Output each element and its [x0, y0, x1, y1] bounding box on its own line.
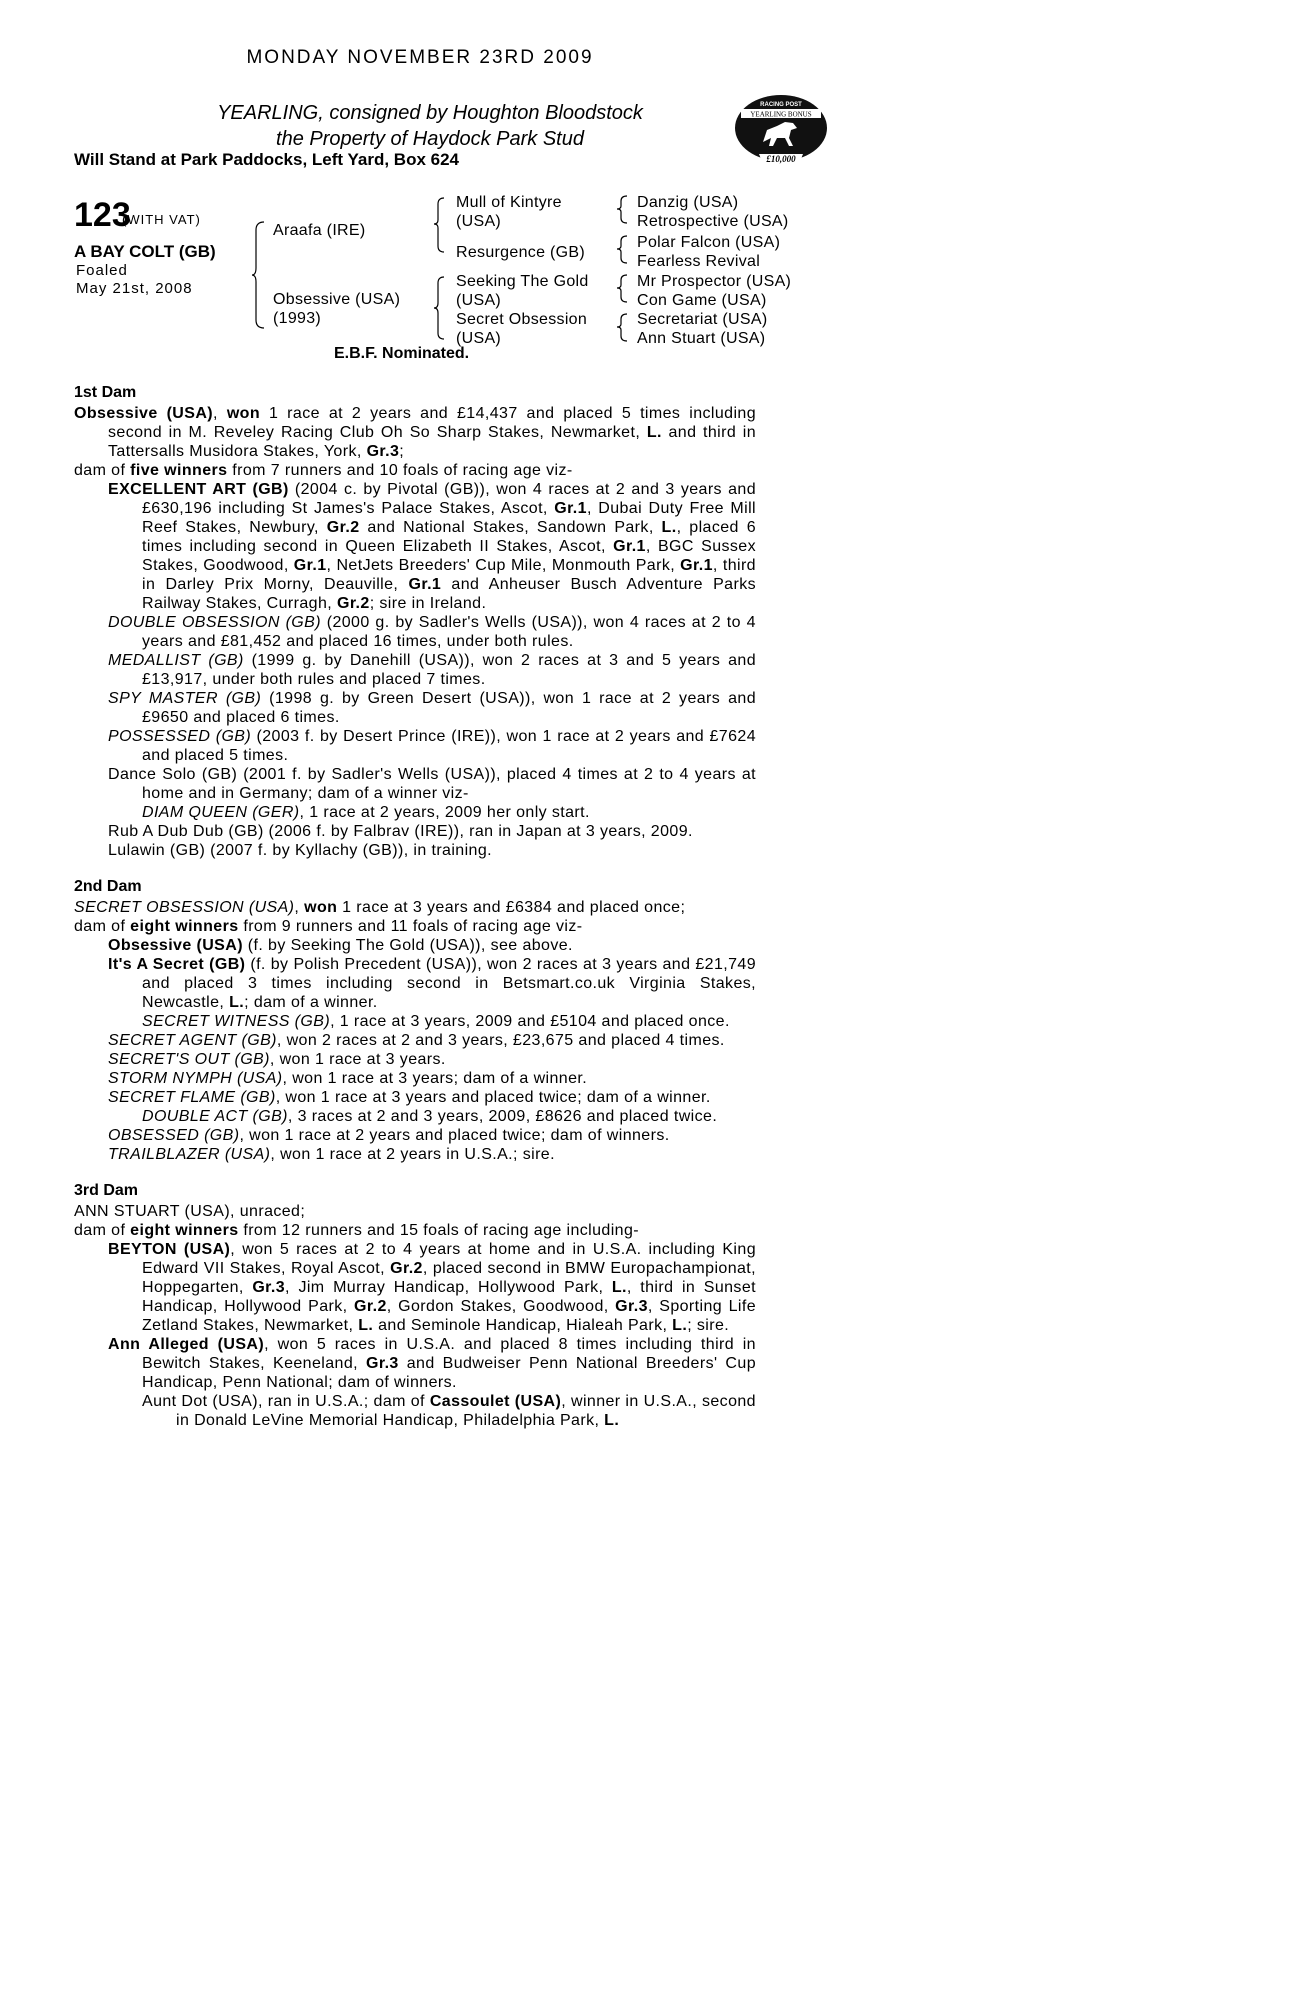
produce-spy-master: SPY MASTER (GB) (1998 g. by Green Desert (USA)), won 1 race at 2 years and £9650 and placed 6 times. — [108, 690, 756, 726]
pedigree-brace-4 — [617, 194, 629, 226]
produce-diam-queen: DIAM QUEEN (GER), 1 race at 2 years, 2009 her only start. — [142, 804, 590, 821]
produce-ann-alleged: Ann Alleged (USA), won 5 races in U.S.A. and placed 8 times including third in Bewitch Stakes, Keeneland, Gr.3 and Budweiser Penn National Breeders' Cup Handicap, Penn National; dam of winners. — [108, 1336, 756, 1391]
sire-sire: Mull of Kintyre — [456, 194, 562, 211]
granddam-3: Con Game (USA) — [637, 292, 767, 309]
produce-secret-witness: SECRET WITNESS (GB), 1 race at 3 years, 2009 and £5104 and placed once. — [142, 1013, 730, 1030]
vat-note: (WITH VAT) — [122, 212, 201, 227]
pedigree-brace-7 — [617, 312, 629, 344]
granddam-4: Ann Stuart (USA) — [637, 330, 766, 347]
produce-dance-solo: Dance Solo (GB) (2001 f. by Sadler's Wells (USA)), placed 4 times at 2 to 4 years at home and in Germany; dam of a winner viz- — [108, 766, 756, 802]
produce-secret-agent: SECRET AGENT (GB), won 2 races at 2 and 3 years, £23,675 and placed 4 times. — [108, 1032, 725, 1049]
granddam-2: Fearless Revival — [637, 253, 761, 270]
yearling-bonus-logo — [733, 92, 829, 168]
produce-double-obsession: DOUBLE OBSESSION (GB) (2000 g. by Sadler's Wells (USA)), won 4 races at 2 to 4 years and £81,452 and placed 16 times, under both rules. — [108, 614, 756, 650]
first-dam-section — [74, 404, 756, 860]
produce-beyton: BEYTON (USA), won 5 races at 2 to 4 years at home and in U.S.A. including King Edward VII Stakes, Royal Ascot, Gr.2, placed second in BMW Europachampionat, Hoppegarten, Gr.3, Jim Murray Handicap, Hollywood Park, L., third in Sunset Handicap, Hollywood Park, Gr.2, Gordon Stakes, Goodwood, Gr.3, Sporting Life Zetland Stakes, Newmarket, L. and Seminole Handicap, Hialeah Park, L.; sire. — [108, 1241, 756, 1334]
produce-secret-flame: SECRET FLAME (GB), won 1 race at 3 years and placed twice; dam of a winner. — [108, 1089, 711, 1106]
ebf-note: E.B.F. Nominated. — [334, 345, 470, 362]
location-line: Will Stand at Park Paddocks, Left Yard, Box 624 — [74, 150, 459, 169]
pedigree-brace-6 — [617, 273, 629, 305]
dam-year: (1993) — [273, 310, 322, 327]
second-dam-record: SECRET OBSESSION (USA), won 1 race at 3 years and £6384 and placed once; — [74, 899, 686, 916]
property-line: the Property of Haydock Park Stud — [276, 128, 584, 150]
produce-obsessive: Obsessive (USA) (f. by Seeking The Gold (USA)), see above. — [108, 937, 573, 954]
grandsire-2: Polar Falcon (USA) — [637, 234, 781, 251]
grandsire-4: Secretariat (USA) — [637, 311, 768, 328]
produce-medallist: MEDALLIST (GB) (1999 g. by Danehill (USA)), won 2 races at 3 and 5 years and £13,917, under both rules and placed 7 times. — [108, 652, 757, 688]
second-dam-produce-summary: dam of eight winners from 9 runners and 11 foals of racing age viz- — [74, 918, 583, 935]
third-dam-section — [74, 1202, 756, 1430]
svg-text:YEARLING BONUS: YEARLING BONUS — [750, 110, 812, 119]
first-dam-heading: 1st Dam — [74, 384, 137, 401]
foaled-label: Foaled — [76, 262, 128, 279]
third-dam-record: ANN STUART (USA), unraced; — [74, 1203, 306, 1220]
produce-obsessed: OBSESSED (GB), won 1 race at 2 years and placed twice; dam of winners. — [108, 1127, 670, 1144]
sire-dam: Resurgence (GB) — [456, 244, 585, 261]
lot-number: 123 — [74, 196, 131, 234]
sale-date: MONDAY NOVEMBER 23RD 2009 — [246, 47, 594, 68]
foaled-date: May 21st, 2008 — [76, 280, 193, 297]
first-dam-record: Obsessive (USA), won 1 race at 2 years and £14,437 and placed 5 times including second in M. Reveley Racing Club Oh So Sharp Stakes, Newmarket, L. and third in Tattersalls Musidora Stakes, York, Gr.3; — [74, 405, 757, 460]
second-dam-section — [74, 898, 756, 1164]
first-dam-produce-summary: dam of five winners from 7 runners and 10 foals of racing age viz- — [74, 462, 573, 479]
dam-name: Obsessive (USA) — [273, 291, 401, 308]
granddam-1: Retrospective (USA) — [637, 213, 789, 230]
svg-text:RACING POST: RACING POST — [760, 102, 802, 108]
produce-double-act: DOUBLE ACT (GB), 3 races at 2 and 3 years, 2009, £8626 and placed twice. — [142, 1108, 718, 1125]
produce-excellent-art: EXCELLENT ART (GB) (2004 c. by Pivotal (GB)), won 4 races at 2 and 3 years and £630,196 including St James's Palace Stakes, Ascot, Gr.1, Dubai Duty Free Mill Reef Stakes, Newbury, Gr.2 and National Stakes, Sandown Park, L., placed 6 times including second in Queen Elizabeth II Stakes, Ascot, Gr.1, BGC Sussex Stakes, Goodwood, Gr.1, NetJets Breeders' Cup Mile, Monmouth Park, Gr.1, third in Darley Prix Morny, Deauville, Gr.1 and Anheuser Busch Adventure Parks Railway Stakes, Curragh, Gr.2; sire in Ireland. — [108, 481, 757, 612]
horse-name: A BAY COLT (GB) — [74, 242, 216, 261]
dam-sire: Seeking The Gold — [456, 273, 589, 290]
grandsire-3: Mr Prospector (USA) — [637, 273, 792, 290]
produce-its-a-secret: It's A Secret (GB) (f. by Polish Precedent (USA)), won 2 races at 3 years and £21,749 and placed 3 times including second in Betsmart.co.uk Virginia Stakes, Newcastle, L.; dam of a winner. — [108, 956, 756, 1011]
pedigree-brace-3 — [434, 275, 446, 345]
dam-sire-country: (USA) — [456, 292, 502, 309]
pedigree-brace-2 — [434, 196, 446, 256]
dam-dam-country: (USA) — [456, 330, 502, 347]
consignor-line: YEARLING, consigned by Houghton Bloodstock — [217, 102, 643, 124]
produce-possessed: POSSESSED (GB) (2003 f. by Desert Prince (IRE)), won 1 race at 2 years and £7624 and placed 5 times. — [108, 728, 756, 764]
produce-storm-nymph: STORM NYMPH (USA), won 1 race at 3 years; dam of a winner. — [108, 1070, 588, 1087]
third-dam-produce-summary: dam of eight winners from 12 runners and 15 foals of racing age including- — [74, 1222, 639, 1239]
second-dam-heading: 2nd Dam — [74, 878, 142, 895]
produce-secrets-out: SECRET'S OUT (GB), won 1 race at 3 years. — [108, 1051, 446, 1068]
third-dam-heading: 3rd Dam — [74, 1182, 139, 1199]
pedigree-brace-5 — [617, 234, 629, 266]
sire-name: Araafa (IRE) — [273, 222, 366, 239]
pedigree-brace-1 — [252, 220, 266, 330]
produce-trailblazer: TRAILBLAZER (USA), won 1 race at 2 years in U.S.A.; sire. — [108, 1146, 555, 1163]
produce-lulawin: Lulawin (GB) (2007 f. by Kyllachy (GB)), in training. — [108, 842, 493, 859]
grandsire-1: Danzig (USA) — [637, 194, 739, 211]
svg-text:£10,000: £10,000 — [766, 154, 796, 164]
sire-sire-country: (USA) — [456, 213, 502, 230]
produce-rub-a-dub-dub: Rub A Dub Dub (GB) (2006 f. by Falbrav (IRE)), ran in Japan at 3 years, 2009. — [108, 823, 693, 840]
produce-aunt-dot: Aunt Dot (USA), ran in U.S.A.; dam of Cassoulet (USA), winner in U.S.A., second in Donald LeVine Memorial Handicap, Philadelphia Park, L. — [142, 1393, 756, 1429]
dam-dam: Secret Obsession — [456, 311, 588, 328]
